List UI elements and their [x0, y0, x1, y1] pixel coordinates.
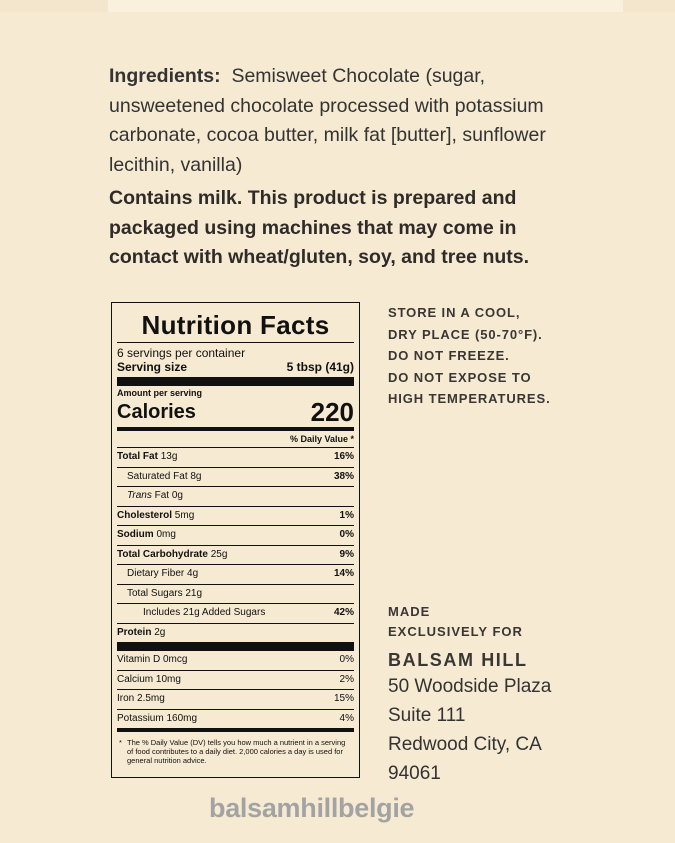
nutrient-amount: 21g	[185, 587, 203, 599]
nutrient-name: Cholesterol	[117, 509, 173, 521]
storage-line: DRY PLACE (50-70°F).	[388, 326, 543, 342]
nutrient-dv: 14%	[333, 568, 354, 579]
thick-divider	[117, 377, 354, 386]
vitamin-dv: 15%	[333, 693, 354, 704]
storage-line: DO NOT FREEZE.	[388, 348, 510, 363]
nutrient-amount: 4g	[187, 568, 199, 579]
nutrient-row-protein	[117, 623, 354, 643]
vitamin-row-potassium	[117, 709, 354, 729]
daily-value-footnote	[117, 732, 354, 765]
servings-per-container: 6 servings per container	[117, 346, 246, 360]
made-line: MADE	[388, 604, 431, 619]
footnote-text: The % Daily Value (DV) tells you how much a nutrient in a serving of food contributes to a daily diet. 2,000 calories a day is used for general nutrition advice.	[127, 738, 346, 765]
ingredients-paragraph	[109, 62, 579, 180]
address-line: 50 Woodside Plaza	[388, 676, 552, 697]
address-block	[388, 672, 628, 788]
vitamin-row-calcium	[117, 670, 354, 690]
nutrient-amount: 25g	[210, 548, 228, 560]
vitamin-name: Iron 2.5mg	[117, 693, 165, 704]
storage-line: HIGH TEMPERATURES.	[388, 391, 551, 406]
nutrient-name: Total Carbohydrate	[117, 548, 208, 560]
nutrient-row-total-carbohydrate	[117, 545, 354, 565]
vitamin-name: Vitamin D 0mcg	[117, 654, 188, 665]
nutrient-row-cholesterol	[117, 506, 354, 526]
vitamin-name: Potassium 160mg	[117, 712, 198, 724]
nutrient-amount: 13g	[160, 451, 178, 462]
address-line: Redwood City, CA	[388, 734, 542, 755]
nutrient-amount: 2g	[154, 626, 166, 638]
watermark: balsamhillbelgie	[209, 793, 415, 823]
nutrient-name: Dietary Fiber	[127, 568, 185, 579]
nutrient-row-dietary-fiber	[117, 564, 354, 584]
vitamin-dv: 2%	[339, 673, 354, 685]
nutrient-dv: 42%	[333, 607, 354, 618]
nutrient-name: Total Sugars	[127, 587, 183, 599]
amount-per-serving: Amount per serving	[117, 388, 203, 398]
nutrient-amount: 8g	[190, 470, 202, 482]
serving-size-label: Serving size	[117, 360, 188, 374]
nutrient-name: Saturated Fat	[127, 470, 188, 482]
nutrition-title: Nutrition Facts	[141, 310, 330, 340]
divider	[117, 342, 354, 343]
nutrient-dv: 38%	[333, 470, 354, 482]
nutrient-name: Includes 21g Added Sugars	[143, 607, 266, 618]
nutrient-row-total-fat	[117, 447, 354, 467]
top-strip-highlight	[108, 0, 623, 12]
vitamin-row-vitamin-d	[117, 651, 354, 670]
serving-size-row	[117, 360, 354, 377]
ingredients-label: Ingredients:	[109, 65, 221, 87]
nutrient-dv: 0%	[339, 529, 354, 540]
storage-line: DO NOT EXPOSE TO	[388, 369, 532, 385]
brand-name: BALSAM HILL	[388, 650, 528, 670]
nutrient-amount: 0mg	[156, 529, 176, 540]
top-strip	[0, 0, 675, 12]
made-line: EXCLUSIVELY FOR	[388, 624, 523, 639]
calories-row	[117, 399, 354, 427]
nutrient-name: Total Fat	[117, 451, 158, 462]
made-for-heading	[388, 602, 608, 642]
nutrient-row-sodium	[117, 525, 354, 545]
nutrient-name: Sodium	[117, 529, 154, 540]
nutrient-dv: 9%	[339, 548, 354, 560]
nutrient-row-total-sugars	[117, 584, 354, 604]
nutrient-amount: Fat 0g	[154, 490, 183, 501]
nutrition-facts-label	[111, 302, 360, 778]
daily-value-header: % Daily Value *	[289, 434, 354, 444]
nutrient-amount: 5mg	[174, 509, 195, 521]
footnote-star: *	[119, 738, 122, 747]
serving-size-value: 5 tbsp (41g)	[286, 360, 354, 374]
vitamin-row-iron	[117, 689, 354, 709]
ingredients-text: Semisweet Chocolate (sugar, unsweetened chocolate processed with potassium carbonate, cocoa butter, milk fat [butter], sunflower lecithin, vanilla)	[109, 65, 546, 176]
thick-divider	[117, 642, 354, 651]
nutrient-row-trans-fat	[117, 486, 354, 506]
calories-label: Calories	[117, 401, 196, 423]
vitamin-name: Calcium 10mg	[117, 673, 181, 685]
vitamin-dv: 4%	[339, 712, 354, 724]
nutrient-dv: 1%	[339, 509, 354, 521]
nutrient-name: Trans	[127, 490, 152, 501]
storage-instructions	[388, 302, 588, 410]
vitamin-dv: 0%	[339, 654, 354, 665]
calories-value: 220	[310, 397, 354, 427]
address-line: 94061	[388, 763, 441, 784]
nutrient-row-added-sugars	[117, 603, 354, 623]
storage-line: STORE IN A COOL,	[388, 305, 521, 320]
nutrient-dv: 16%	[333, 451, 354, 462]
allergen-statement: Contains milk. This product is prepared and packaged using machines that may come in contact with wheat/gluten, soy, and tree nuts.	[109, 187, 530, 268]
nutrient-row-saturated-fat	[117, 467, 354, 487]
address-line: Suite 111	[388, 705, 466, 726]
nutrient-name: Protein	[117, 626, 152, 638]
